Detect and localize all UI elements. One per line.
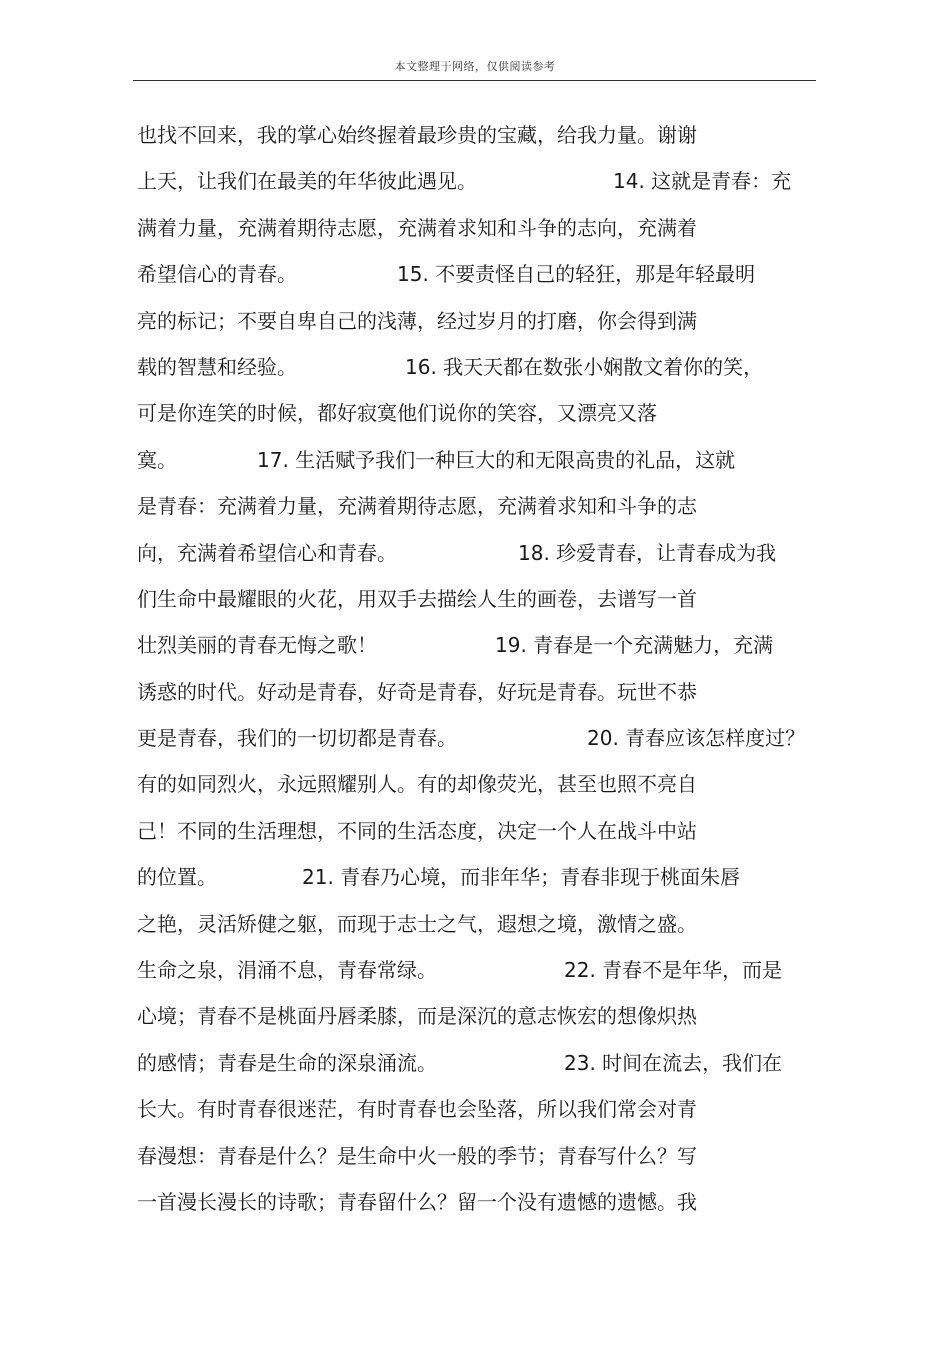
text-segment: 寞。 [137, 447, 177, 472]
text-line [137, 1133, 837, 1179]
text-segment: 壮烈美丽的青春无悔之歌！ [137, 633, 377, 658]
page-header: 本文整理于网络，仅供阅读参考 [394, 60, 556, 73]
list-item-17: 17. 生活赋予我们一种巨大的和无限高贵的礼品，这就 [257, 447, 736, 472]
text-line [137, 576, 837, 622]
text-line [137, 761, 837, 807]
text-segment: 载的智慧和经验。 [137, 354, 297, 379]
text-segment: 一首漫长漫长的诗歌；青春留什么？留一个没有遗憾的遗憾。我 [137, 1189, 697, 1214]
text-line [137, 669, 837, 715]
text-line [137, 715, 837, 761]
text-segment: 是青春：充满着力量，充满着期待志愿，充满着求知和斗争的志 [137, 494, 697, 519]
text-segment: 长大。有时青春很迷茫，有时青春也会坠落，所以我们常会对青 [137, 1097, 697, 1122]
text-segment: 有的如同烈火，永远照耀别人。有的却像荧光，甚至也照不亮自 [137, 772, 697, 797]
text-line [137, 530, 837, 576]
text-line [137, 947, 837, 993]
list-item-22: 22. 青春不是年华，而是 [564, 958, 783, 983]
text-line [137, 158, 837, 204]
list-item-23: 23. 时间在流去，我们在 [564, 1050, 783, 1075]
text-segment: 己！不同的生活理想，不同的生活态度，决定一个人在战斗中站 [137, 818, 697, 843]
text-line [137, 1179, 837, 1225]
text-line [137, 437, 837, 483]
text-segment: 亮的标记；不要自卑自己的浅薄，经过岁月的打磨，你会得到满 [137, 308, 697, 333]
text-line [137, 205, 837, 251]
text-segment: 上天，让我们在最美的年华彼此遇见。 [137, 169, 477, 194]
text-segment: 心境；青春不是桃面丹唇柔膝，而是深沉的意志恢宏的想像炽热 [137, 1004, 697, 1029]
text-segment: 希望信心的青春。 [137, 262, 297, 287]
text-segment: 生命之泉，涓涌不息，青春常绿。 [137, 958, 437, 983]
list-item-14: 14. 这就是青春：充 [613, 169, 792, 194]
text-line [137, 112, 837, 158]
text-segment: 更是青春，我们的一切切都是青春。 [137, 726, 457, 751]
text-line [137, 854, 837, 900]
text-segment: 可是你连笑的时候，都好寂寞他们说你的笑容，又漂亮又落 [137, 401, 657, 426]
text-line [137, 390, 837, 436]
text-segment: 的位置。 [137, 865, 217, 890]
text-line [137, 483, 837, 529]
text-line [137, 1040, 837, 1086]
text-line [137, 808, 837, 854]
text-segment: 向，充满着希望信心和青春。 [137, 540, 397, 565]
text-segment: 诱惑的时代。好动是青春，好奇是青春，好玩是青春。玩世不恭 [137, 679, 697, 704]
header-rule [133, 80, 816, 81]
list-item-16: 16. 我天天都在数张小娴散文着你的笑， [405, 354, 764, 379]
text-line [137, 251, 837, 297]
text-line [137, 298, 837, 344]
text-line [137, 344, 837, 390]
text-line [137, 1086, 837, 1132]
text-line [137, 993, 837, 1039]
text-segment: 们生命中最耀眼的火花，用双手去描绘人生的画卷，去谱写一首 [137, 586, 697, 611]
text-line [137, 901, 837, 947]
text-segment: 也找不回来，我的掌心始终握着最珍贵的宝藏，给我力量。谢谢 [137, 123, 697, 147]
list-item-18: 18. 珍爱青春，让青春成为我 [518, 540, 777, 565]
text-segment: 之艳，灵活矫健之躯，而现于志士之气，遐想之境，激情之盛。 [137, 911, 697, 936]
list-item-15: 15. 不要责怪自己的轻狂，那是年轻最明 [397, 262, 756, 287]
text-segment: 的感情；青春是生命的深泉涌流。 [137, 1050, 437, 1075]
text-segment: 春漫想：青春是什么？是生命中火一般的季节；青春写什么？写 [137, 1143, 697, 1168]
text-line [137, 622, 837, 668]
body-text [137, 112, 837, 1225]
list-item-21: 21. 青春乃心境，而非年华；青春非现于桃面朱唇 [302, 865, 741, 890]
list-item-20: 20. 青春应该怎样度过？ [587, 726, 806, 751]
text-segment: 满着力量，充满着期待志愿，充满着求知和斗争的志向，充满着 [137, 215, 697, 240]
list-item-19: 19. 青春是一个充满魅力，充满 [495, 633, 774, 658]
